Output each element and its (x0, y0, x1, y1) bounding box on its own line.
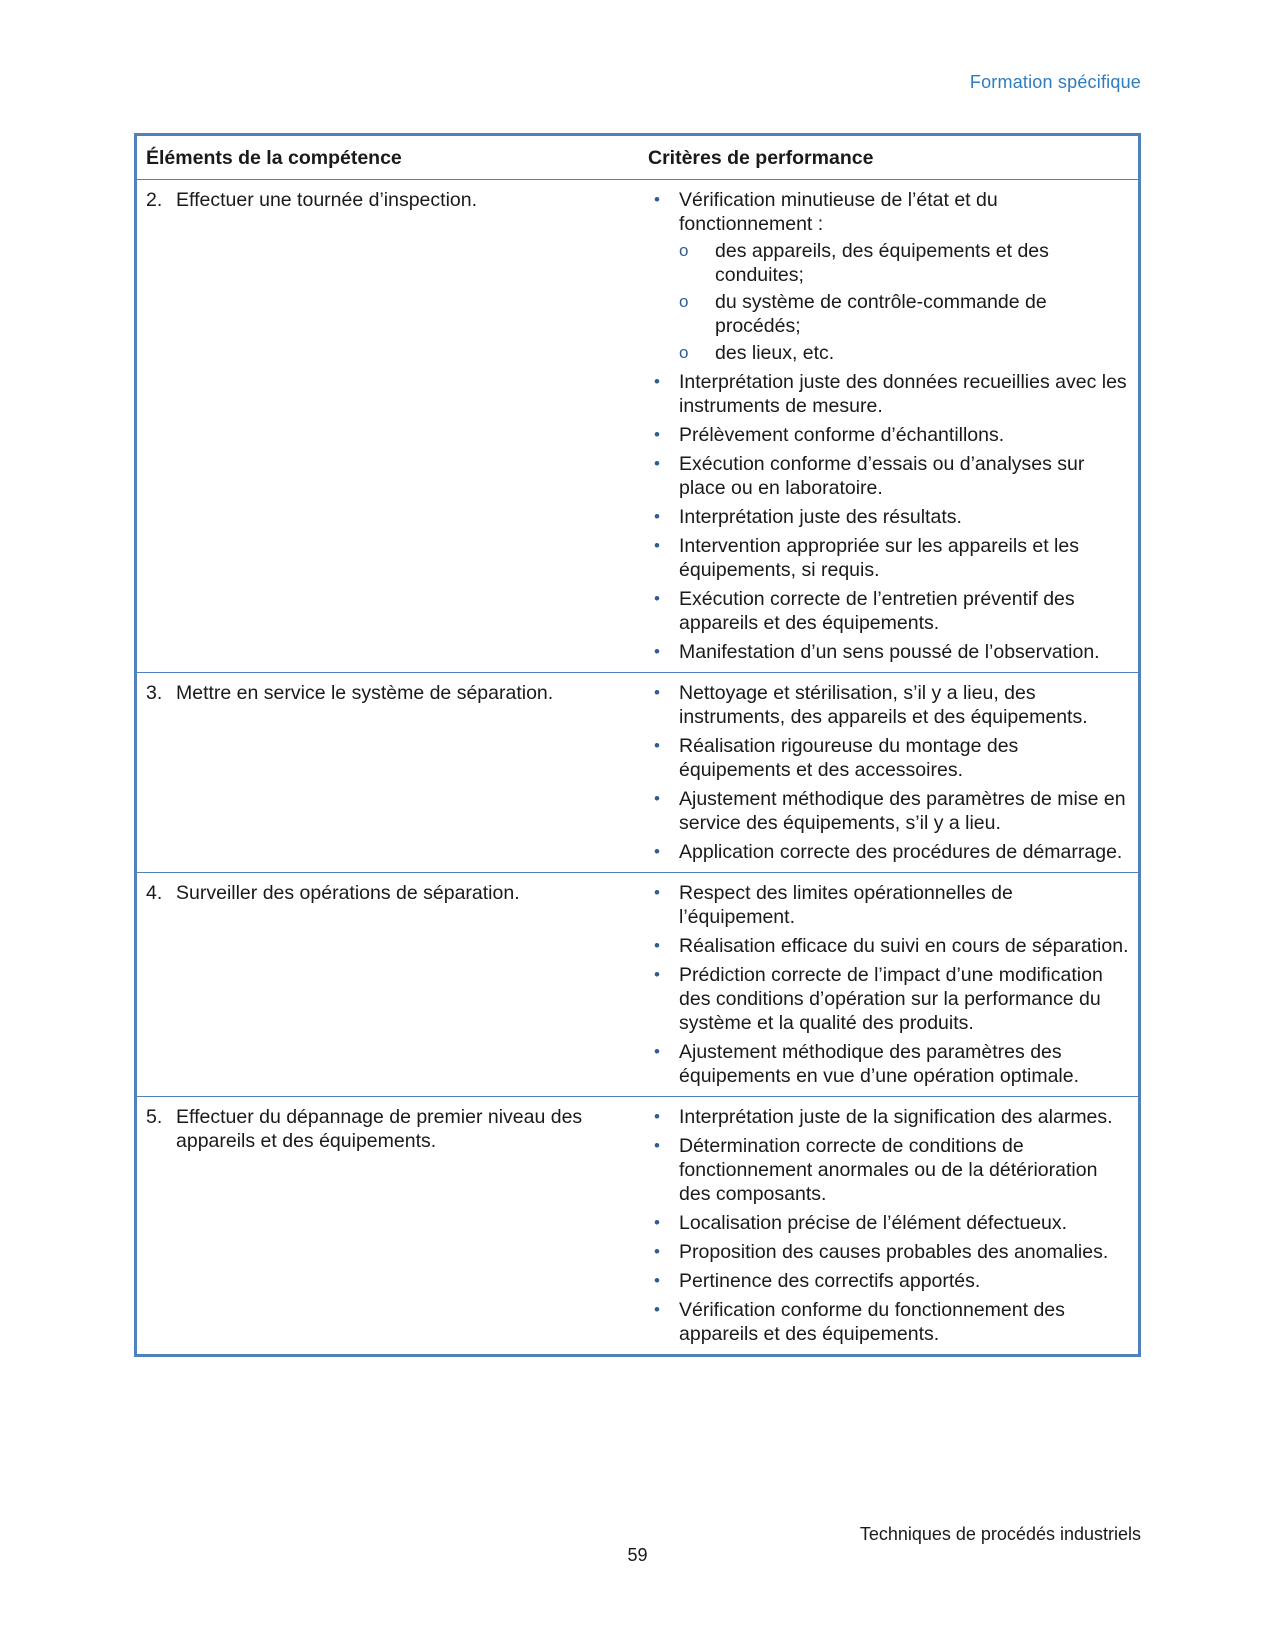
bullet-icon: • (654, 425, 660, 444)
element-text: Surveiller des opérations de séparation. (176, 882, 520, 904)
element-cell (137, 673, 639, 872)
table-row (137, 1097, 1138, 1354)
element-number: 5. (146, 1106, 163, 1128)
criterion-text: Détermination correcte de conditions de fonctionnement anormales ou de la détérioration des composants. (679, 1135, 1098, 1205)
bullet-icon: • (654, 842, 660, 861)
running-header: Formation spécifique (969, 72, 1141, 92)
sub-criterion-item (679, 341, 1130, 365)
table-row (137, 873, 1138, 1097)
criterion-body (675, 840, 1130, 864)
bullet-icon: • (654, 965, 660, 984)
element-number: 3. (146, 682, 163, 704)
criterion-text: Ajustement méthodique des paramètres de mise en service des équipements, s’il y a lieu. (679, 788, 1126, 834)
column-header-elements: Éléments de la compétence (146, 147, 402, 169)
criterion-text: Prédiction correcte de l’impact d’une modification des conditions d’opération sur la performance du système et la qualité des produits. (679, 964, 1103, 1034)
criterion-body (675, 1134, 1130, 1206)
bullet-icon: • (654, 1213, 660, 1232)
criteria-cell (639, 873, 1138, 1096)
sub-criterion-item (679, 239, 1130, 287)
bullet-icon: • (654, 372, 660, 391)
bullet-icon: • (654, 736, 660, 755)
criterion-body (675, 1240, 1130, 1264)
table-header (137, 136, 1138, 180)
bullet-icon: • (654, 642, 660, 661)
criterion-body (675, 640, 1130, 664)
bullet-icon: • (654, 190, 660, 209)
criterion-item (639, 681, 1130, 729)
criterion-item (639, 370, 1130, 418)
criterion-item (639, 1134, 1130, 1206)
sub-criterion-text: du système de contrôle-commande de procédés; (715, 291, 1047, 337)
element-cell (137, 873, 639, 1096)
criterion-text: Pertinence des correctifs apportés. (679, 1270, 981, 1292)
bullet-icon: • (654, 1271, 660, 1290)
page-number: 59 (627, 1545, 648, 1565)
sub-criterion-text: des lieux, etc. (715, 342, 835, 364)
competence-table (134, 133, 1141, 1357)
criterion-item (639, 840, 1130, 864)
sub-criterion-item (679, 290, 1130, 338)
criteria-cell (639, 673, 1138, 872)
element-item (146, 1105, 627, 1153)
criterion-item (639, 505, 1130, 529)
bullet-icon: • (654, 1136, 660, 1155)
criterion-item (639, 1240, 1130, 1264)
criterion-item (639, 734, 1130, 782)
element-item (146, 881, 627, 905)
criterion-item (639, 1105, 1130, 1129)
bullet-icon: • (654, 1242, 660, 1261)
criterion-text: Interprétation juste des résultats. (679, 506, 962, 528)
criterion-text: Réalisation efficace du suivi en cours de séparation. (679, 935, 1129, 957)
criterion-body (675, 534, 1130, 582)
element-item (146, 188, 627, 212)
bullet-icon: • (654, 1042, 660, 1061)
criterion-body (675, 1105, 1130, 1129)
circle-bullet-icon: o (679, 292, 689, 311)
criterion-body (675, 963, 1130, 1035)
criterion-body (675, 1298, 1130, 1346)
criterion-body (675, 881, 1130, 929)
criterion-item (639, 452, 1130, 500)
criterion-text: Localisation précise de l’élément défectueux. (679, 1212, 1068, 1234)
bullet-icon: • (654, 536, 660, 555)
criterion-body (675, 587, 1130, 635)
circle-bullet-icon: o (679, 343, 689, 362)
criterion-body (675, 734, 1130, 782)
criterion-text: Application correcte des procédures de démarrage. (679, 841, 1123, 863)
criteria-cell (639, 180, 1138, 672)
bullet-icon: • (654, 1300, 660, 1319)
element-cell (137, 180, 639, 672)
table-body (137, 180, 1138, 1354)
criterion-text: Proposition des causes probables des anomalies. (679, 1241, 1109, 1263)
criterion-item (639, 787, 1130, 835)
criterion-text: Interprétation juste de la signification des alarmes. (679, 1106, 1113, 1128)
criterion-body (675, 681, 1130, 729)
criterion-item (639, 1211, 1130, 1235)
criterion-body (675, 787, 1130, 835)
criterion-item (639, 423, 1130, 447)
criterion-text: Réalisation rigoureuse du montage des équipements et des accessoires. (679, 735, 1019, 781)
bullet-icon: • (654, 507, 660, 526)
criterion-text: Respect des limites opérationnelles de l’équipement. (679, 882, 1013, 928)
criterion-item (639, 963, 1130, 1035)
bullet-icon: • (654, 936, 660, 955)
bullet-icon: • (654, 589, 660, 608)
criterion-item (639, 881, 1130, 929)
circle-bullet-icon: o (679, 241, 689, 260)
element-number: 4. (146, 882, 163, 904)
criterion-text: Vérification conforme du fonctionnement des appareils et des équipements. (679, 1299, 1065, 1345)
criterion-body (675, 188, 1130, 365)
bullet-icon: • (654, 683, 660, 702)
element-text: Mettre en service le système de séparation. (176, 682, 554, 704)
criterion-text: Nettoyage et stérilisation, s’il y a lieu, des instruments, des appareils et des équipements. (679, 682, 1088, 728)
criterion-text: Exécution correcte de l’entretien préventif des appareils et des équipements. (679, 588, 1075, 634)
criterion-text: Vérification minutieuse de l’état et du fonctionnement : (679, 189, 998, 235)
criterion-text: Interprétation juste des données recueillies avec les instruments de mesure. (679, 371, 1127, 417)
element-cell (137, 1097, 639, 1354)
criterion-body (675, 452, 1130, 500)
criterion-body (675, 423, 1130, 447)
criterion-text: Prélèvement conforme d’échantillons. (679, 424, 1005, 446)
table-row (137, 180, 1138, 673)
element-text: Effectuer du dépannage de premier niveau des appareils et des équipements. (176, 1106, 583, 1152)
criterion-text: Exécution conforme d’essais ou d’analyses sur place ou en laboratoire. (679, 453, 1085, 499)
element-text: Effectuer une tournée d’inspection. (176, 189, 478, 211)
criteria-cell (639, 1097, 1138, 1354)
element-item (146, 681, 627, 705)
bullet-icon: • (654, 883, 660, 902)
criterion-item (639, 1040, 1130, 1088)
criterion-item (639, 188, 1130, 365)
criterion-body (675, 1269, 1130, 1293)
bullet-icon: • (654, 454, 660, 473)
sub-criterion-text: des appareils, des équipements et des conduites; (715, 240, 1049, 286)
footer-program-title: Techniques de procédés industriels (859, 1524, 1141, 1544)
criterion-body (675, 934, 1130, 958)
criterion-item (639, 1298, 1130, 1346)
bullet-icon: • (654, 1107, 660, 1126)
criterion-body (675, 1211, 1130, 1235)
criterion-item (639, 534, 1130, 582)
criterion-text: Ajustement méthodique des paramètres des équipements en vue d’une opération optimale. (679, 1041, 1080, 1087)
criterion-item (639, 640, 1130, 664)
criterion-text: Intervention appropriée sur les appareils et les équipements, si requis. (679, 535, 1079, 581)
criterion-text: Manifestation d’un sens poussé de l’observation. (679, 641, 1100, 663)
criterion-item (639, 1269, 1130, 1293)
criterion-body (675, 1040, 1130, 1088)
criterion-body (675, 370, 1130, 418)
element-number: 2. (146, 189, 163, 211)
criterion-body (675, 505, 1130, 529)
column-header-criteria: Critères de performance (648, 147, 874, 169)
criterion-item (639, 587, 1130, 635)
table-row (137, 673, 1138, 873)
criterion-item (639, 934, 1130, 958)
bullet-icon: • (654, 789, 660, 808)
